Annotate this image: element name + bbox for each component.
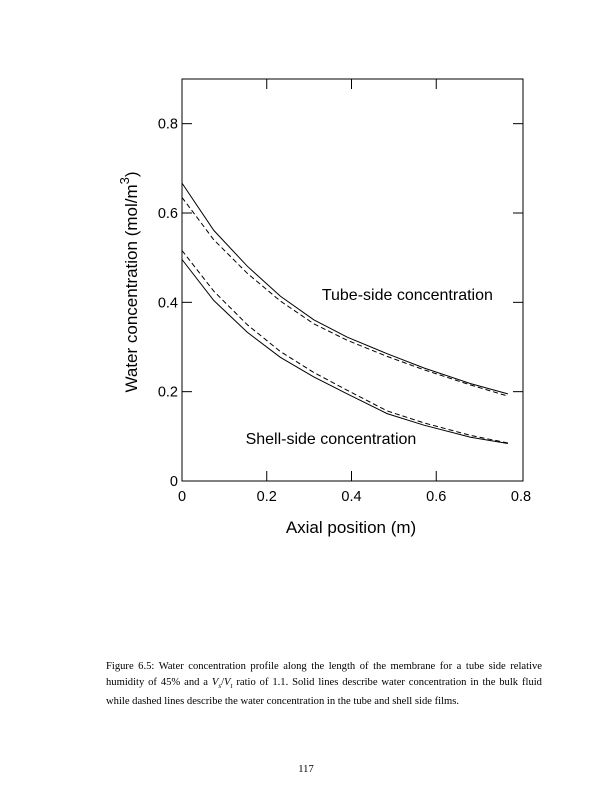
y-tick-label: 0.2 — [157, 384, 178, 401]
x-axis-title: Axial position (m) — [285, 518, 417, 537]
x-tick-label: 0.6 — [426, 489, 447, 505]
annotation-label: Tube-side concentration — [321, 287, 493, 305]
y-tick-label: 0 — [169, 474, 178, 490]
x-tick-label: 0 — [177, 489, 187, 505]
y-tick-label: 0.4 — [157, 295, 178, 312]
x-tick-label: 0.4 — [341, 489, 362, 505]
series-line-shell-side-film — [182, 251, 508, 444]
y-tick-label: 0.6 — [157, 206, 178, 222]
annotation-label: Shell-side concentration — [245, 430, 417, 448]
x-tick-label: 0.8 — [510, 489, 532, 505]
figure-caption: Figure 6.5: Water concentration profile along the length of the membrane for a tube side relative humidity of 45% and a $V_s/V_t$ ratio of 1.1. Solid lines describe water concentration in the bulk fluid while dashed lines describe the water concentration in the tube and shell side films. — [106, 661, 542, 708]
page-number: 117 — [298, 764, 314, 775]
y-axis-title: Water concentration $(mol/m^3)$ — [117, 171, 141, 393]
x-tick-label: 0.2 — [256, 489, 277, 505]
y-tick-label: 0.8 — [157, 116, 178, 133]
plot-frame — [182, 79, 523, 481]
